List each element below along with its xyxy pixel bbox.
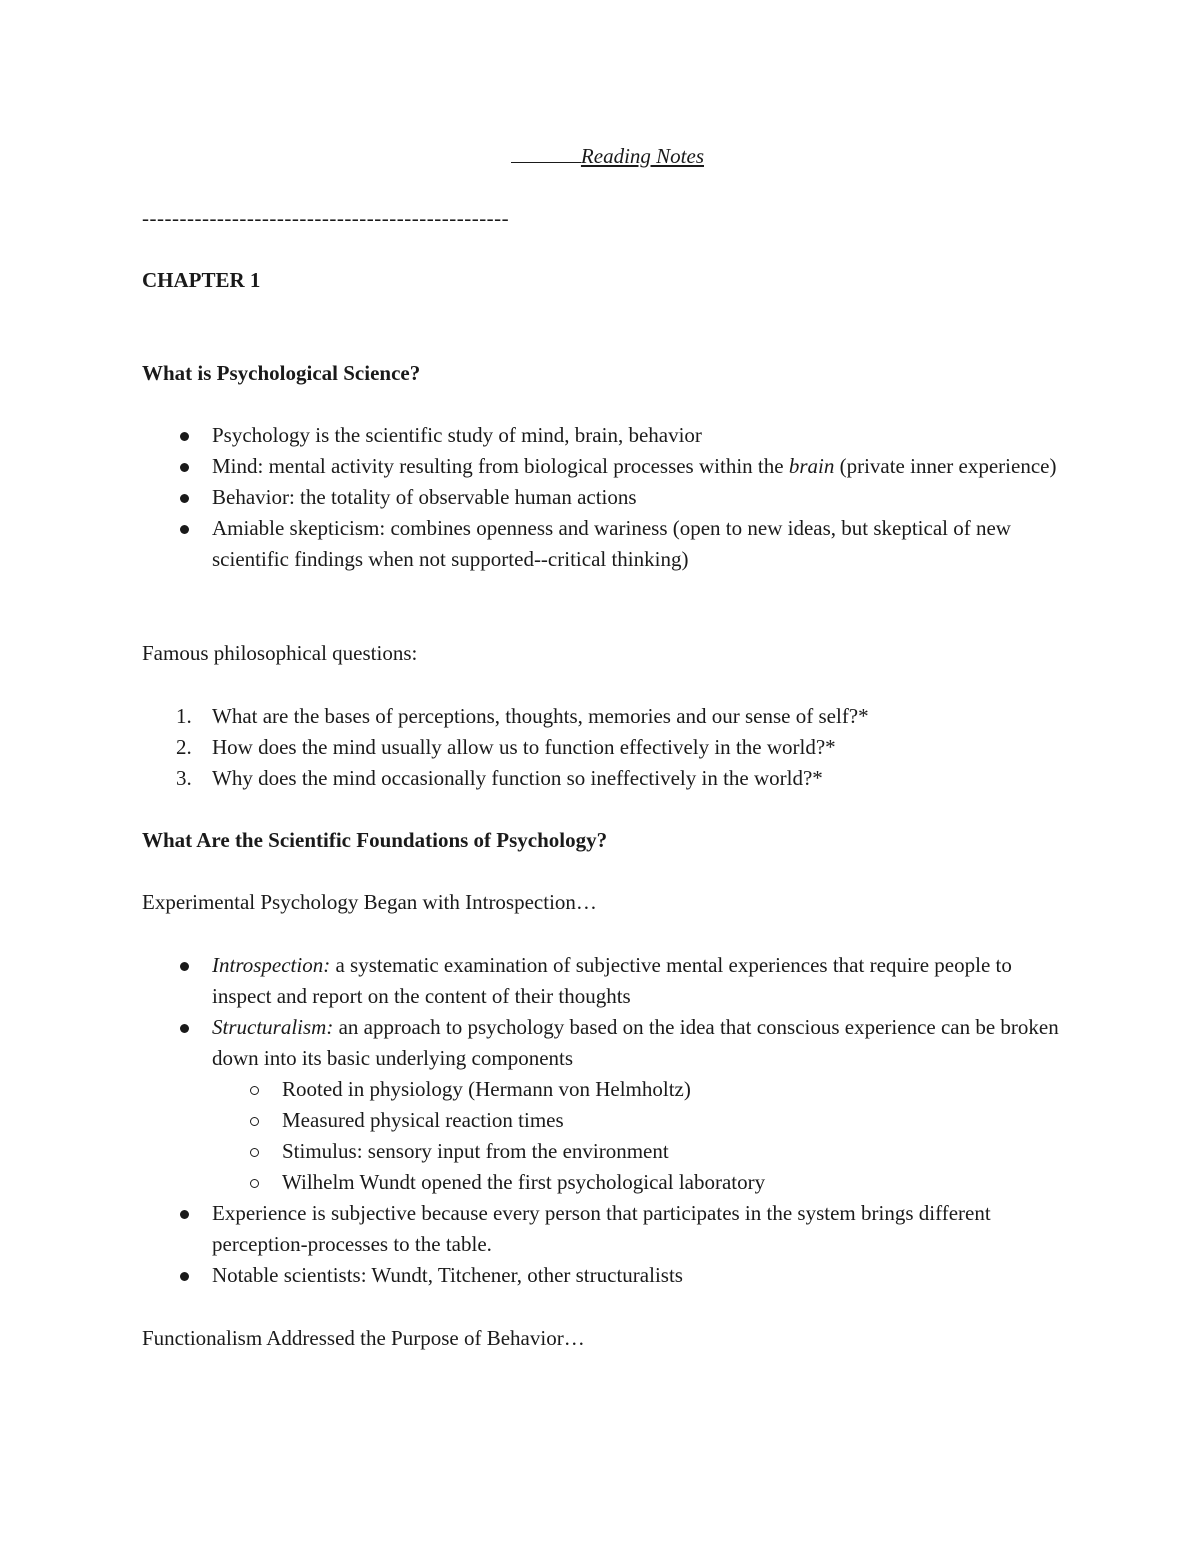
philosophical-questions-list xyxy=(142,701,1062,794)
list-item: 2. How does the mind usually allow us to function effectively in the world?* xyxy=(176,735,836,759)
section-heading-psych-science: What is Psychological Science? xyxy=(142,361,421,385)
bullet-icon xyxy=(180,432,189,441)
bullet-icon xyxy=(180,1272,189,1281)
list-item: Notable scientists: Wundt, Titchener, other structuralists xyxy=(142,1260,1062,1291)
list-item: Measured physical reaction times xyxy=(142,1105,1062,1136)
list-item: Wilhelm Wundt opened the first psychological laboratory xyxy=(142,1167,1062,1198)
list-item: Mind: mental activity resulting from biological processes within the brain (private inner experience) xyxy=(142,451,1062,482)
hollow-bullet-icon xyxy=(250,1086,259,1095)
section-heading-scientific-foundations: What Are the Scientific Foundations of Psychology? xyxy=(142,828,608,852)
document-title xyxy=(497,140,704,171)
hollow-bullet-icon xyxy=(250,1179,259,1188)
bullet-icon xyxy=(180,1024,189,1033)
list-item: Experience is subjective because every person that participates in the system brings different perception-processes to the table. xyxy=(142,1198,1062,1260)
list-item: Behavior: the totality of observable human actions xyxy=(142,482,1062,513)
bullet-icon xyxy=(180,463,189,472)
list-item: Structuralism: an approach to psychology based on the idea that conscious experience can be broken down into its basic underlying components Rooted in physiology (Hermann von Helmholtz) Measured physical reaction times Stimulus: sensory input from the environment Wilhelm Wundt opened the first psychological laboratory xyxy=(142,1012,1062,1198)
bullet-icon xyxy=(180,1210,189,1219)
italic-term: brain xyxy=(788,454,835,478)
italic-term: Structuralism: xyxy=(212,1015,334,1039)
list-item: 3. Why does the mind occasionally function so ineffectively in the world?* xyxy=(176,766,823,790)
title-leader-line xyxy=(511,140,581,163)
structuralism-sub-list xyxy=(142,1074,1062,1198)
questions-intro: Famous philosophical questions: xyxy=(142,641,418,665)
list-item: Amiable skepticism: combines openness and wariness (open to new ideas, but skeptical of new scientific findings when not supported--critical thinking) xyxy=(142,513,1062,575)
functionalism-intro: Functionalism Addressed the Purpose of Behavior… xyxy=(142,1326,585,1350)
title-text: Reading Notes xyxy=(580,144,704,168)
bullet-icon xyxy=(180,962,189,971)
list-item: Psychology is the scientific study of mind, brain, behavior xyxy=(142,420,1062,451)
italic-term: Introspection: xyxy=(212,953,331,977)
bullet-icon xyxy=(180,525,189,534)
chapter-heading: CHAPTER 1 xyxy=(142,268,261,292)
introspection-intro: Experimental Psychology Began with Introspection… xyxy=(142,890,597,914)
list-item: Introspection: a systematic examination of subjective mental experiences that require people to inspect and report on the content of their thoughts xyxy=(142,950,1062,1012)
psych-science-bullet-list xyxy=(142,420,1062,575)
section-divider: ------------------------------------------------- xyxy=(142,206,510,230)
list-item: Rooted in physiology (Hermann von Helmholtz) xyxy=(142,1074,1062,1105)
list-item: Stimulus: sensory input from the environment xyxy=(142,1136,1062,1167)
foundations-bullet-list xyxy=(142,950,1062,1291)
hollow-bullet-icon xyxy=(250,1148,259,1157)
list-item: 1. What are the bases of perceptions, thoughts, memories and our sense of self?* xyxy=(176,704,869,728)
bullet-icon xyxy=(180,494,189,503)
hollow-bullet-icon xyxy=(250,1117,259,1126)
